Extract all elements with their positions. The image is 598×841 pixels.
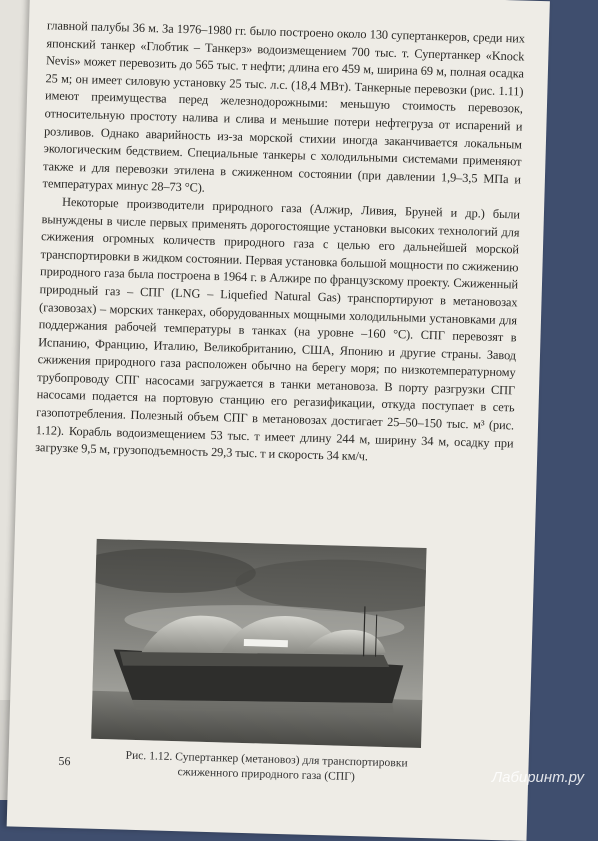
watermark: Лабиринт.ру xyxy=(491,769,584,786)
body-text xyxy=(35,17,525,470)
ship-photo xyxy=(91,539,426,748)
paragraph-2: Некоторые производители природного газа (Алжир, Ливия, Бруней и др.) были вынуждены в числе первых применять дорогостоящие установки высоких технологий для сжижения огромных количеств природного газа с целью его дальнейшей морской транспортировки в жидком состоянии. Первая установка большой мощности по сжижению природного газа была построена в 1964 г. в Алжире по французскому проекту. Сжиженный природный газ – СПГ (LNG – Liquefied Natural Gas) транспортируют в метановозах (газовозах) – морских танкерах, оборудованных мощными холодильными установками для поддержания рабочей температуры в танках (на уровне –160 °С). СПГ перевозят в Испанию, Францию, Италию, Великобританию, США, Японию и другие страны. Завод сжижения природного газа расположен обычно на берегу моря; по низкотемпературному трубопроводу СПГ насосами загружается в танки метановоза. В порту разгрузки СПГ насосами подается на портовую станцию его регазификации, откуда поступает в сеть газопотребления. Полезный объем СПГ в метановозах достигает 25–50–150 тыс. м³ (рис. 1.12). Корабль водоизмещением 53 тыс. т имеет длину 244 м, ширину 34 м, осадку при загрузке 9,5 м, грузоподъемность 29,3 тыс. т и скорость 34 км/ч. xyxy=(35,194,521,464)
lng-carrier-illustration xyxy=(91,539,426,748)
book-page xyxy=(7,0,550,841)
paragraph-1: главной палубы 36 м. За 1976–1980 гг. было построено около 130 супертанкеров, среди них японский танкер «Глобтик – Танкерз» водоизмещением 700 тыс. т. Супертанкер «Knock Nevis» может перевозить до 565 тыс. т нефти; длина его 459 м, ширина 69 м, полная осадка 25 м; он имеет силовую установку 25 тыс. л.с. (18,4 МВт). Танкерные перевозки (рис. 1.11) имеют преимущества перед железнодорожными: меньшую стоимость перевозок, относительную простоту налива и слива и меньшие потери нефтегруза от испарений и розливов. Однако аварийность из-за морской стихии иногда заканчивается локальным экологическим бедствием. Специальные танкеры с холодильными системами применяют также и для перевозки этилена в сжиженном состоянии (при давлении 1,9–3,5 МПа и температурах минус 28–73 °С). xyxy=(42,18,526,196)
figure-caption: Рис. 1.12. Супертанкер (метановоз) для транспортировки сжиженного природного газа (СПГ) xyxy=(125,748,408,784)
page-number: 56 xyxy=(58,753,71,769)
